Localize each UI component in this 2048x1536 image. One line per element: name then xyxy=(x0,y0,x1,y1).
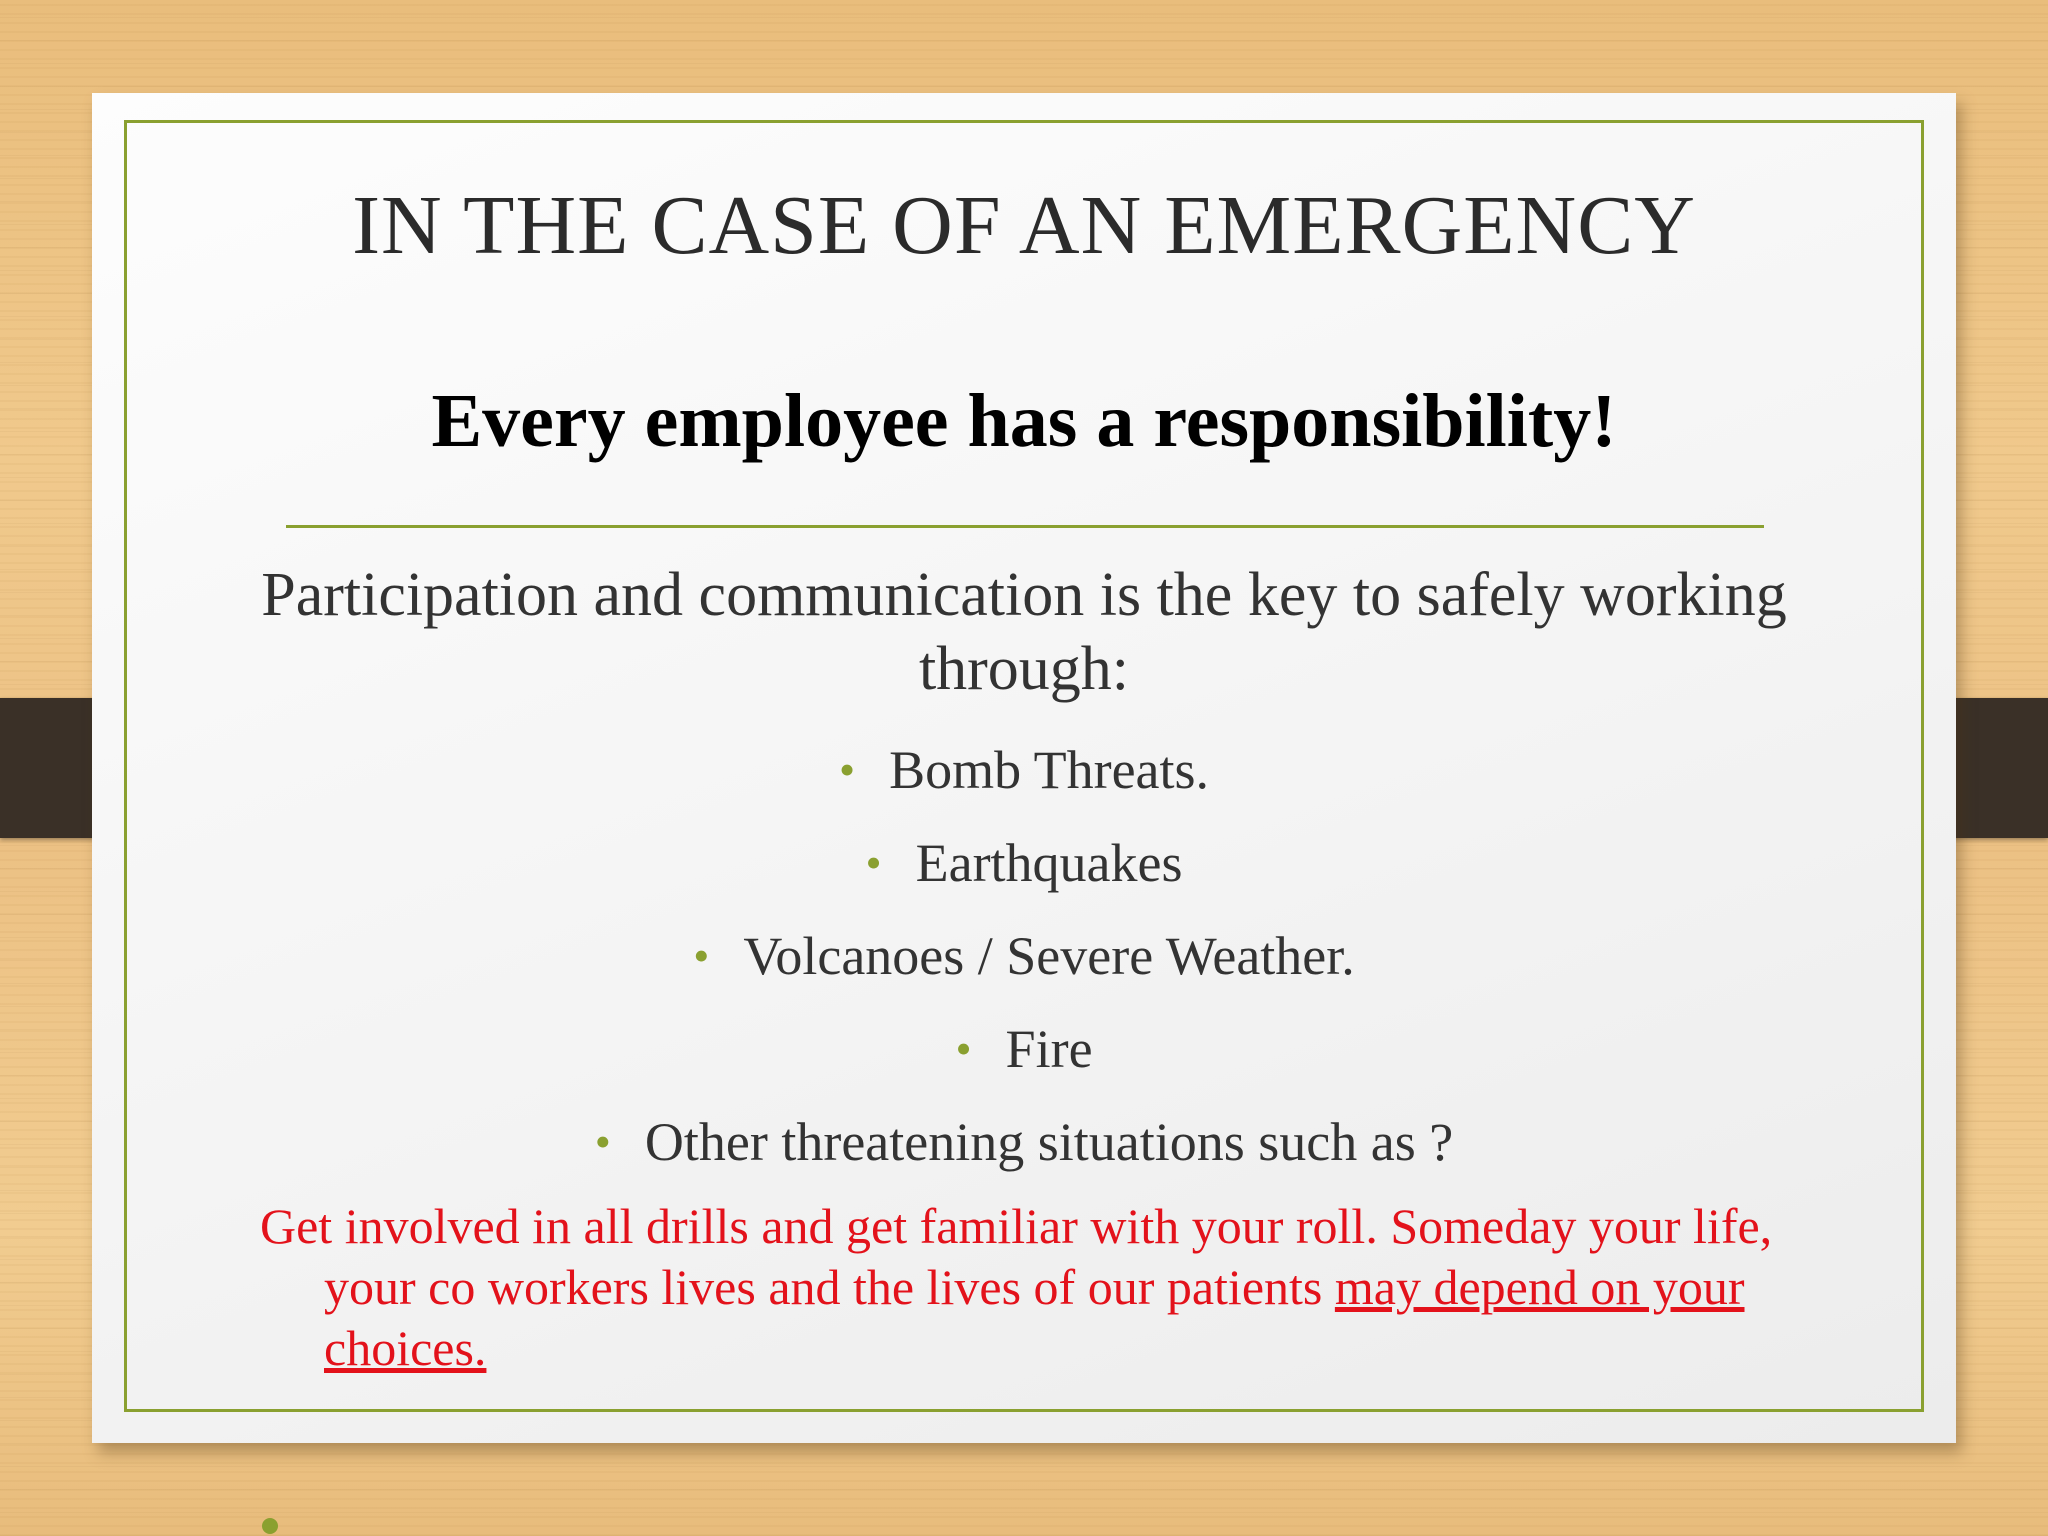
list-item xyxy=(124,1102,1924,1195)
list-item-label: Earthquakes xyxy=(915,833,1183,893)
warning-note-underlined: may depend on your choices. xyxy=(324,1259,1745,1376)
intro-text: Participation and communication is the key to safely working through: xyxy=(261,561,1787,703)
emergency-list xyxy=(124,730,1924,1195)
list-item xyxy=(124,730,1924,823)
title-divider xyxy=(286,525,1764,528)
list-item-label: Bomb Threats. xyxy=(889,740,1210,800)
list-item-label: Volcanoes / Severe Weather. xyxy=(743,926,1355,986)
bullet-icon: • xyxy=(838,744,856,795)
bullet-icon: • xyxy=(594,1116,611,1167)
bullet-icon: • xyxy=(693,930,710,981)
bullet-icon: • xyxy=(865,837,882,888)
slide-subtitle: Every employee has a responsibility! xyxy=(431,379,1617,463)
list-item-label: Other threatening situations such as ? xyxy=(644,1112,1454,1172)
warning-note-text: Get involved in all drills and get familiar with your roll. Someday your life, your co workers lives and the lives of our patients xyxy=(260,1198,1773,1315)
bullet-icon: • xyxy=(955,1023,972,1074)
list-item xyxy=(124,1009,1924,1102)
stray-bullet-icon xyxy=(262,1518,278,1534)
list-item xyxy=(124,823,1924,916)
list-item xyxy=(124,916,1924,1009)
list-item-label: Fire xyxy=(1005,1019,1093,1079)
slide-title: IN THE CASE OF AN EMERGENCY xyxy=(352,179,1696,272)
warning-note xyxy=(260,1196,1864,1379)
